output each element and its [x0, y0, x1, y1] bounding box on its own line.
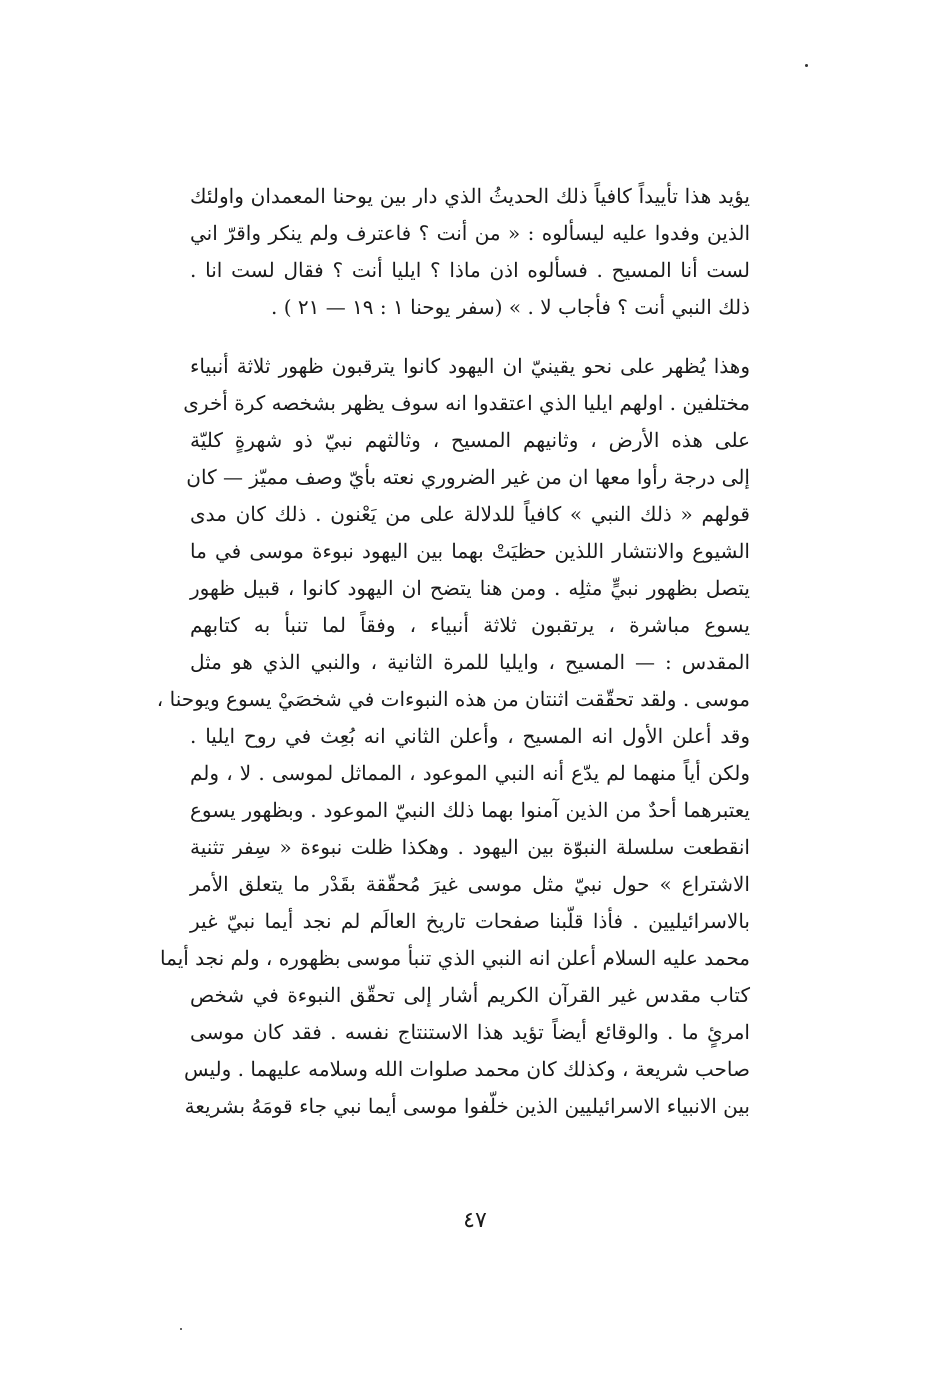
text-line: انقطعت سلسلة النبوّة بين اليهود . وهكذا ظلت نبوءة « سِفر تثنية — [190, 835, 750, 859]
text-line: الشيوع والانتشار اللذين حظيَتْ بهما بين اليهود نبوءة موسى في ما — [190, 539, 750, 563]
page-number: ٤٧ — [463, 1208, 487, 1233]
text-line: موسى . ولقد تحقّقت اثنتان من هذه النبوءات في شخصَيْ يسوع ويوحنا ، — [156, 687, 750, 711]
text-line: يسوع مباشرة ، يرتقبون ثلاثة أنبياء ، وفقاً لما تنبأ به كتابهم — [190, 613, 750, 637]
text-line: كتاب مقدس غير القرآن الكريم أشار إلى تحقّق النبوءة في شخص — [190, 983, 750, 1007]
scan-speck — [805, 64, 808, 67]
text-line: بالاسرائيليين . فأذا قلّبنا صفحات تاريخ العالَم لم نجد أيما نبيّ غير — [190, 909, 750, 933]
text-line: يتصل بظهور نبيٍّ مثلِه . ومن هنا يتضح ان اليهود كانوا ، قبيل ظهور — [190, 576, 750, 600]
text-line: ذلك النبي أنت ؟ فأجاب لا . » (سفر يوحنا ١ : ١٩ — ٢١ ) . — [270, 295, 750, 319]
text-line: بين الانبياء الاسرائيليين الذين خلّفوا موسى أيما نبي جاء قومَهُ بشريعة — [184, 1094, 750, 1118]
text-line: المقدس : — المسيح ، وايليا للمرة الثانية ، والنبي الذي هو مثل — [190, 650, 750, 674]
text-line: صاحب شريعة ، وكذلك كان محمد صلوات الله وسلامه عليهما . وليس — [183, 1057, 750, 1081]
text-line: الذين وفدوا عليه ليسألوه : « من أنت ؟ فاعترف ولم ينكر واقرّ اني — [190, 221, 750, 245]
text-line: لست أنا المسيح . فسألوه اذن ماذا ؟ ايليا أنت ؟ فقال لست انا . — [190, 258, 750, 282]
text-line: محمد عليه السلام أعلن انه النبي الذي تنبأ موسى بظهوره ، ولم نجد أيما — [160, 946, 750, 970]
text-line: ولكن أياً منهما لم يدّع أنه النبي الموعود ، المماثل لموسى . لا ، ولم — [190, 761, 750, 785]
text-line: امرئٍ ما . والوقائع أيضاً تؤيد هذا الاستنتاج نفسه . فقد كان موسى — [190, 1020, 750, 1044]
scan-speck — [180, 1328, 182, 1330]
text-line: الاشتراع » حول نبيّ مثل موسى غيرَ مُحقّقة بقَدْر ما يتعلق الأمر — [190, 872, 750, 896]
paragraph-2 — [156, 348, 751, 1125]
text-line: يعتبرهما أحدٌ من الذين آمنوا بهما ذلك النبيّ الموعود . وبظهور يسوع — [190, 798, 751, 822]
text-line: وهذا يُظهر على نحو يقينيّ ان اليهود كانوا يترقبون ظهور ثلاثة أنبياء — [190, 354, 750, 378]
text-line: وقد أعلن الأول انه المسيح ، وأعلن الثاني انه بُعِث في روح ايليا . — [190, 724, 750, 748]
paragraph-1 — [190, 178, 750, 326]
text-line: مختلفين . اولهم ايليا الذي اعتقدوا انه سوف يظهر بشخصه كرة أخرى — [183, 391, 750, 415]
text-line: إلى درجة رأوا معها ان من غير الضروري نعته بأيّ وصف مميّز — كان — [186, 465, 750, 489]
text-line: على هذه الأرض ، وثانيهم المسيح ، وثالثهم نبيّ ذو شهرةٍ كليّة — [190, 428, 750, 452]
text-line: يؤيد هذا تأييداً كافياً ذلك الحديثُ الذي دار بين يوحنا المعمدان واولئك — [190, 184, 750, 208]
text-line: قولهم « ذلك النبي » كافياً للدلالة على من يَعْنون . ذلك كان مدى — [190, 502, 750, 526]
